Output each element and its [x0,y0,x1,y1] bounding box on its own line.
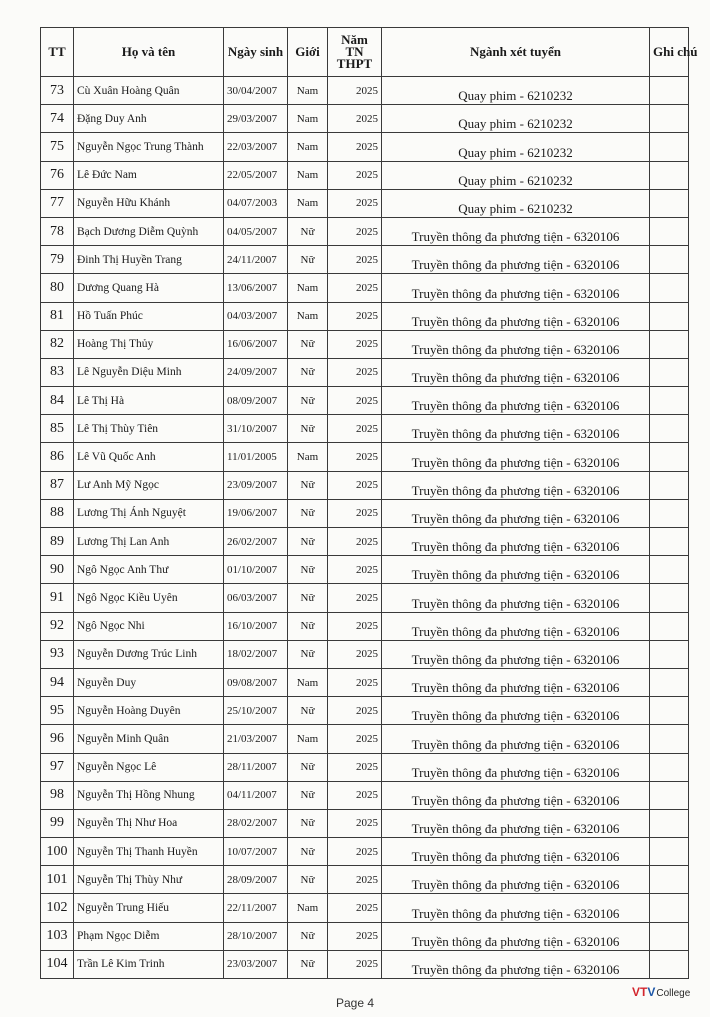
cell-dob: 31/10/2007 [224,415,288,443]
table-row [41,612,689,640]
cell-note [650,781,689,809]
cell-major: Truyền thông đa phương tiện - 6320106 [382,612,650,640]
cell-name: Nguyễn Thị Hồng Nhung [74,781,224,809]
table-row [41,556,689,584]
cell-name: Nguyễn Ngọc Trung Thành [74,133,224,161]
table-row [41,866,689,894]
cell-dob: 28/10/2007 [224,922,288,950]
cell-gender: Nữ [288,781,328,809]
cell-note [650,922,689,950]
cell-graduation-year: 2025 [328,189,382,217]
cell-note [650,528,689,556]
cell-dob: 28/02/2007 [224,809,288,837]
cell-note [650,894,689,922]
cell-major: Truyền thông đa phương tiện - 6320106 [382,584,650,612]
cell-name: Lê Nguyễn Diệu Minh [74,358,224,386]
cell-note [650,274,689,302]
cell-name: Trần Lê Kim Trinh [74,950,224,978]
cell-tt: 85 [41,415,74,443]
table-row [41,584,689,612]
cell-gender: Nam [288,725,328,753]
header-major: Ngành xét tuyển [382,28,650,77]
header-tt: TT [41,28,74,77]
cell-note [650,330,689,358]
cell-note [650,161,689,189]
cell-note [650,556,689,584]
cell-tt: 89 [41,528,74,556]
cell-name: Lương Thị Ánh Nguyệt [74,499,224,527]
header-year-line3: THPT [336,56,373,71]
cell-dob: 24/09/2007 [224,358,288,386]
cell-gender: Nữ [288,612,328,640]
cell-major: Truyền thông đa phương tiện - 6320106 [382,499,650,527]
vtv-college-logo [632,985,690,999]
cell-tt: 75 [41,133,74,161]
cell-name: Lê Thị Hà [74,387,224,415]
cell-gender: Nữ [288,387,328,415]
cell-note [650,838,689,866]
cell-tt: 73 [41,77,74,105]
logo-part-4: College [656,988,691,999]
cell-graduation-year: 2025 [328,105,382,133]
cell-name: Lê Vũ Quốc Anh [74,443,224,471]
cell-major: Truyền thông đa phương tiện - 6320106 [382,556,650,584]
cell-tt: 83 [41,358,74,386]
cell-name: Nguyễn Thị Như Hoa [74,809,224,837]
cell-graduation-year: 2025 [328,217,382,245]
cell-graduation-year: 2025 [328,697,382,725]
cell-tt: 90 [41,556,74,584]
cell-gender: Nữ [288,697,328,725]
cell-note [650,302,689,330]
cell-dob: 06/03/2007 [224,584,288,612]
table-row [41,894,689,922]
cell-major: Truyền thông đa phương tiện - 6320106 [382,866,650,894]
cell-gender: Nữ [288,838,328,866]
cell-graduation-year: 2025 [328,302,382,330]
table-row [41,499,689,527]
cell-graduation-year: 2025 [328,922,382,950]
cell-graduation-year: 2025 [328,781,382,809]
cell-tt: 99 [41,809,74,837]
cell-gender: Nam [288,443,328,471]
table-row [41,189,689,217]
cell-dob: 22/05/2007 [224,161,288,189]
cell-major: Truyền thông đa phương tiện - 6320106 [382,415,650,443]
cell-note [650,612,689,640]
cell-major: Truyền thông đa phương tiện - 6320106 [382,217,650,245]
table-row [41,77,689,105]
cell-name: Nguyễn Trung Hiếu [74,894,224,922]
cell-gender: Nam [288,105,328,133]
table-row [41,246,689,274]
cell-note [650,415,689,443]
cell-dob: 25/10/2007 [224,697,288,725]
cell-graduation-year: 2025 [328,471,382,499]
cell-major: Truyền thông đa phương tiện - 6320106 [382,922,650,950]
cell-tt: 86 [41,443,74,471]
cell-name: Phạm Ngọc Diễm [74,922,224,950]
table-row [41,274,689,302]
cell-major: Truyền thông đa phương tiện - 6320106 [382,809,650,837]
cell-gender: Nữ [288,640,328,668]
cell-major: Quay phim - 6210232 [382,189,650,217]
cell-dob: 22/11/2007 [224,894,288,922]
cell-tt: 82 [41,330,74,358]
cell-gender: Nữ [288,246,328,274]
cell-name: Ngô Ngọc Anh Thư [74,556,224,584]
cell-name: Nguyễn Thị Thùy Như [74,866,224,894]
cell-name: Bạch Dương Diễm Quỳnh [74,217,224,245]
cell-name: Ngô Ngọc Kiều Uyên [74,584,224,612]
cell-name: Nguyễn Hoàng Duyên [74,697,224,725]
cell-gender: Nam [288,77,328,105]
cell-graduation-year: 2025 [328,528,382,556]
cell-note [650,387,689,415]
table-body [41,77,689,979]
admission-table [40,27,698,979]
table-row [41,781,689,809]
table-row [41,528,689,556]
cell-gender: Nữ [288,471,328,499]
cell-dob: 01/10/2007 [224,556,288,584]
cell-gender: Nữ [288,950,328,978]
cell-graduation-year: 2025 [328,274,382,302]
cell-note [650,866,689,894]
cell-note [650,809,689,837]
cell-tt: 100 [41,838,74,866]
cell-tt: 87 [41,471,74,499]
cell-gender: Nữ [288,528,328,556]
cell-graduation-year: 2025 [328,358,382,386]
table-row [41,753,689,781]
cell-gender: Nam [288,189,328,217]
cell-name: Lê Thị Thùy Tiên [74,415,224,443]
cell-tt: 81 [41,302,74,330]
cell-tt: 74 [41,105,74,133]
cell-note [650,105,689,133]
cell-name: Hồ Tuấn Phúc [74,302,224,330]
cell-dob: 23/09/2007 [224,471,288,499]
cell-dob: 28/11/2007 [224,753,288,781]
cell-major: Truyền thông đa phương tiện - 6320106 [382,838,650,866]
cell-tt: 80 [41,274,74,302]
cell-graduation-year: 2025 [328,556,382,584]
cell-dob: 04/11/2007 [224,781,288,809]
table-row [41,161,689,189]
cell-note [650,499,689,527]
cell-name: Lê Đức Nam [74,161,224,189]
cell-tt: 101 [41,866,74,894]
cell-dob: 13/06/2007 [224,274,288,302]
cell-tt: 97 [41,753,74,781]
cell-dob: 04/03/2007 [224,302,288,330]
cell-tt: 103 [41,922,74,950]
cell-tt: 95 [41,697,74,725]
cell-tt: 96 [41,725,74,753]
cell-major: Truyền thông đa phương tiện - 6320106 [382,358,650,386]
cell-tt: 79 [41,246,74,274]
table-row [41,358,689,386]
cell-dob: 08/09/2007 [224,387,288,415]
cell-dob: 04/05/2007 [224,217,288,245]
cell-note [650,133,689,161]
cell-major: Truyền thông đa phương tiện - 6320106 [382,471,650,499]
cell-note [650,697,689,725]
cell-dob: 23/03/2007 [224,950,288,978]
cell-graduation-year: 2025 [328,246,382,274]
cell-gender: Nữ [288,330,328,358]
table-row [41,133,689,161]
cell-graduation-year: 2025 [328,668,382,696]
cell-tt: 78 [41,217,74,245]
cell-major: Truyền thông đa phương tiện - 6320106 [382,950,650,978]
table-row [41,697,689,725]
table-row [41,105,689,133]
cell-tt: 93 [41,640,74,668]
cell-name: Ngô Ngọc Nhi [74,612,224,640]
table-row [41,443,689,471]
cell-name: Hoàng Thị Thủy [74,330,224,358]
cell-tt: 76 [41,161,74,189]
cell-major: Truyền thông đa phương tiện - 6320106 [382,697,650,725]
cell-note [650,217,689,245]
cell-graduation-year: 2025 [328,809,382,837]
cell-gender: Nữ [288,584,328,612]
cell-name: Nguyễn Ngọc Lê [74,753,224,781]
cell-major: Truyền thông đa phương tiện - 6320106 [382,246,650,274]
logo-part-2: V [647,985,656,999]
cell-graduation-year: 2025 [328,866,382,894]
table-row [41,387,689,415]
cell-graduation-year: 2025 [328,77,382,105]
cell-dob: 30/04/2007 [224,77,288,105]
cell-note [650,668,689,696]
cell-tt: 77 [41,189,74,217]
cell-gender: Nam [288,133,328,161]
cell-gender: Nam [288,161,328,189]
cell-major: Truyền thông đa phương tiện - 6320106 [382,302,650,330]
admission-list-sheet [40,27,698,979]
cell-major: Truyền thông đa phương tiện - 6320106 [382,894,650,922]
cell-note [650,358,689,386]
cell-note [650,443,689,471]
table-row [41,809,689,837]
cell-name: Nguyễn Hữu Khánh [74,189,224,217]
cell-gender: Nữ [288,866,328,894]
cell-tt: 98 [41,781,74,809]
header-year-line2: TN [345,44,364,59]
cell-dob: 22/03/2007 [224,133,288,161]
cell-graduation-year: 2025 [328,584,382,612]
cell-graduation-year: 2025 [328,330,382,358]
cell-name: Nguyễn Dương Trúc Linh [74,640,224,668]
header-graduation-year [328,28,382,77]
cell-gender: Nữ [288,217,328,245]
table-row [41,725,689,753]
cell-name: Nguyễn Thị Thanh Huyền [74,838,224,866]
cell-graduation-year: 2025 [328,753,382,781]
cell-gender: Nữ [288,358,328,386]
cell-tt: 84 [41,387,74,415]
cell-name: Đinh Thị Huyền Trang [74,246,224,274]
header-year-line1: Năm [341,32,368,47]
cell-dob: 18/02/2007 [224,640,288,668]
cell-dob: 16/06/2007 [224,330,288,358]
cell-graduation-year: 2025 [328,161,382,189]
cell-dob: 19/06/2007 [224,499,288,527]
cell-gender: Nữ [288,809,328,837]
cell-note [650,189,689,217]
cell-gender: Nam [288,302,328,330]
cell-note [650,471,689,499]
cell-graduation-year: 2025 [328,894,382,922]
cell-graduation-year: 2025 [328,640,382,668]
cell-major: Truyền thông đa phương tiện - 6320106 [382,640,650,668]
table-row [41,330,689,358]
cell-dob: 26/02/2007 [224,528,288,556]
table-row [41,415,689,443]
cell-note [650,77,689,105]
cell-major: Truyền thông đa phương tiện - 6320106 [382,668,650,696]
cell-name: Nguyễn Minh Quân [74,725,224,753]
cell-major: Truyền thông đa phương tiện - 6320106 [382,781,650,809]
table-row [41,302,689,330]
cell-graduation-year: 2025 [328,950,382,978]
cell-gender: Nữ [288,922,328,950]
cell-tt: 92 [41,612,74,640]
cell-note [650,640,689,668]
cell-gender: Nữ [288,556,328,584]
cell-major: Quay phim - 6210232 [382,161,650,189]
cell-major: Truyền thông đa phương tiện - 6320106 [382,274,650,302]
cell-tt: 91 [41,584,74,612]
cell-dob: 09/08/2007 [224,668,288,696]
cell-graduation-year: 2025 [328,838,382,866]
cell-major: Truyền thông đa phương tiện - 6320106 [382,725,650,753]
table-row [41,950,689,978]
table-row [41,922,689,950]
table-row [41,640,689,668]
cell-name: Dương Quang Hà [74,274,224,302]
cell-gender: Nam [288,668,328,696]
cell-graduation-year: 2025 [328,499,382,527]
table-row [41,471,689,499]
cell-major: Truyền thông đa phương tiện - 6320106 [382,753,650,781]
header-note: Ghi chú [650,28,689,77]
cell-note [650,950,689,978]
cell-note [650,246,689,274]
cell-dob: 24/11/2007 [224,246,288,274]
cell-graduation-year: 2025 [328,443,382,471]
cell-major: Truyền thông đa phương tiện - 6320106 [382,528,650,556]
cell-major: Quay phim - 6210232 [382,105,650,133]
cell-dob: 21/03/2007 [224,725,288,753]
cell-gender: Nam [288,274,328,302]
cell-major: Truyền thông đa phương tiện - 6320106 [382,330,650,358]
header-gender: Giới [288,28,328,77]
cell-dob: 29/03/2007 [224,105,288,133]
cell-note [650,753,689,781]
cell-gender: Nữ [288,415,328,443]
cell-name: Lương Thị Lan Anh [74,528,224,556]
cell-name: Cù Xuân Hoàng Quân [74,77,224,105]
cell-dob: 04/07/2003 [224,189,288,217]
table-header-row [41,28,689,77]
cell-graduation-year: 2025 [328,612,382,640]
cell-major: Truyền thông đa phương tiện - 6320106 [382,443,650,471]
cell-major: Quay phim - 6210232 [382,133,650,161]
cell-name: Lư Anh Mỹ Ngọc [74,471,224,499]
cell-dob: 16/10/2007 [224,612,288,640]
cell-graduation-year: 2025 [328,133,382,161]
logo-part-1: VT [632,985,648,999]
cell-dob: 28/09/2007 [224,866,288,894]
cell-name: Nguyễn Duy [74,668,224,696]
cell-graduation-year: 2025 [328,387,382,415]
cell-dob: 11/01/2005 [224,443,288,471]
cell-dob: 10/07/2007 [224,838,288,866]
cell-note [650,584,689,612]
table-row [41,838,689,866]
cell-gender: Nữ [288,499,328,527]
cell-tt: 94 [41,668,74,696]
cell-name: Đặng Duy Anh [74,105,224,133]
page-number: Page 4 [335,996,375,1010]
cell-tt: 104 [41,950,74,978]
cell-tt: 102 [41,894,74,922]
header-dob: Ngày sinh [224,28,288,77]
cell-gender: Nam [288,894,328,922]
table-row [41,217,689,245]
cell-graduation-year: 2025 [328,415,382,443]
cell-major: Truyền thông đa phương tiện - 6320106 [382,387,650,415]
table-row [41,668,689,696]
header-name: Họ và tên [74,28,224,77]
cell-major: Quay phim - 6210232 [382,77,650,105]
cell-graduation-year: 2025 [328,725,382,753]
cell-gender: Nữ [288,753,328,781]
cell-note [650,725,689,753]
cell-tt: 88 [41,499,74,527]
